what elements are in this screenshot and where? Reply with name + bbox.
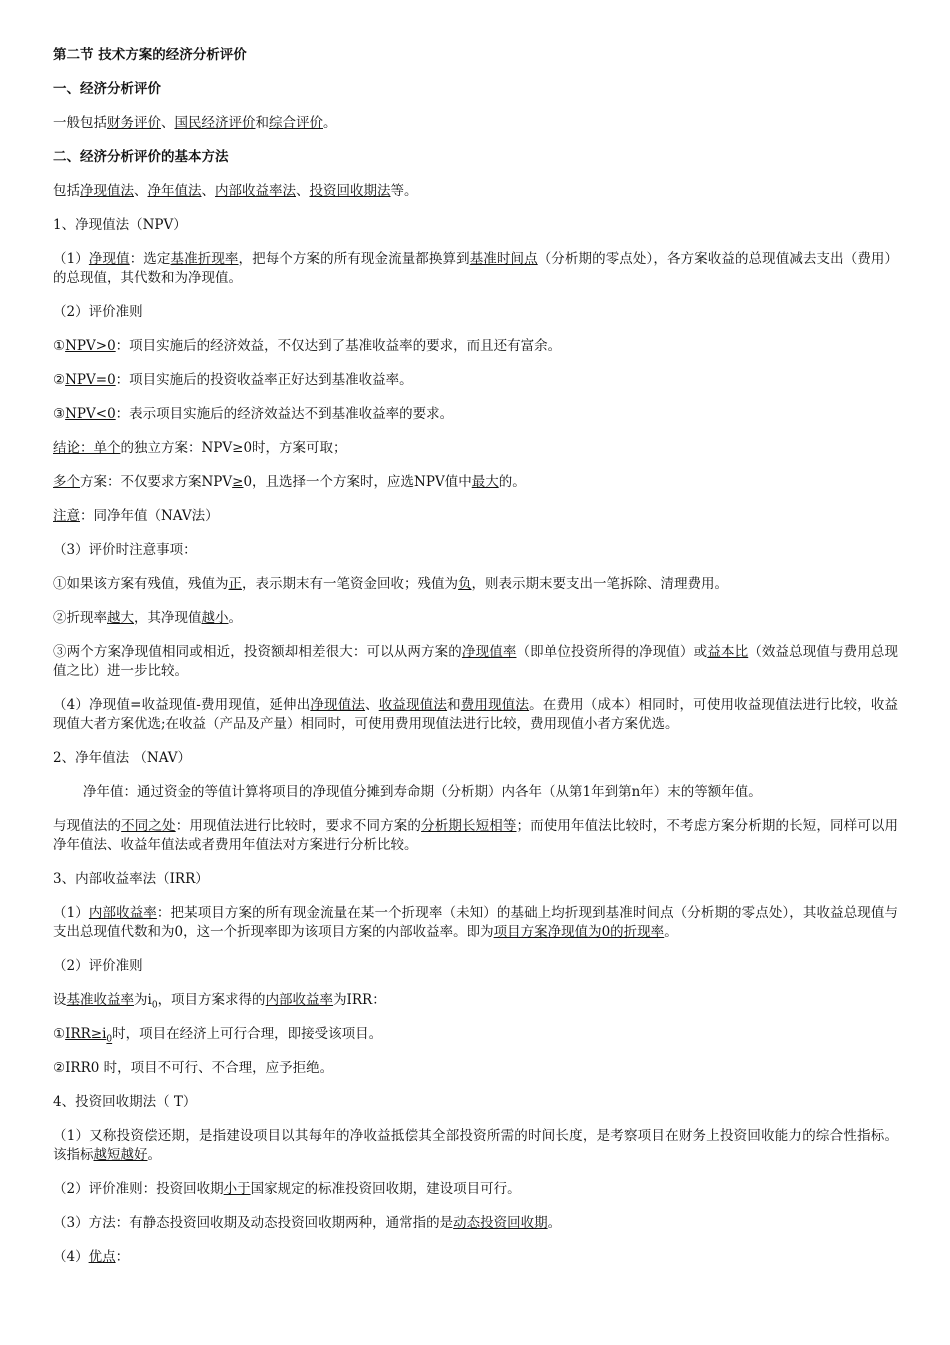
note-residual-value: ①如果该方案有残值，残值为正，表示期末有一笔资金回收；残值为负，则表示期末要支出一笔拆除、清理费用。 (53, 576, 728, 592)
paragraph-payback-advantages: （4）优点： (53, 1249, 130, 1265)
heading-payback: 4、投资回收期法（ T） (53, 1094, 197, 1110)
paragraph-payback-methods: （3）方法：有静态投资回收期及动态投资回收期两种，通常指的是动态投资回收期。 (53, 1215, 562, 1231)
paragraph-payback-definition: （1）又称投资偿还期，是指建设项目以其每年的净收益抵偿其全部投资所需的时间长度，是考察项目在财务上投资回收能力的综合性指标。该指标越短越好。 (53, 1128, 898, 1163)
paragraph-payback-criteria: （2）评价准则：投资回收期小于国家规定的标准投资回收期，建设项目可行。 (53, 1181, 521, 1197)
paragraph-nav-difference: 与现值法的不同之处：用现值法进行比较时，要求不同方案的分析期长短相等；而使用年值法比较时，不考虑方案分析期的长短，同样可以用净年值法、收益年值法或者费用年值法对方案进行分析比较。 (53, 818, 899, 853)
criterion-npv-positive: ①NPV>0：项目实施后的经济效益，不仅达到了基准收益率的要求，而且还有富余。 (53, 338, 562, 354)
heading-basic-methods: 二、经济分析评价的基本方法 (53, 149, 229, 165)
document-page (53, 46, 898, 1282)
paragraph-irr-definition: （1）内部收益率：把某项目方案的所有现金流量在某一个折现率（未知）的基础上均折现到基准时间点（分析期的零点处），其收益总现值与支出总现值代数和为0，这一个折现率即为该项目方案的内部收益率。即为项目方案净现值为0的折现率。 (53, 905, 899, 940)
heading-npv-criteria: （2）评价准则 (53, 304, 143, 320)
paragraph-npv-extension: （4）净现值=收益现值-费用现值，延伸出净现值法、收益现值法和费用现值法。在费用（成本）相同时，可使用收益现值法进行比较，收益现值大者方案优选;在收益（产品及产量）相同时，可使用费用现值法进行比较，费用现值小者方案优选。 (53, 697, 899, 732)
heading-npv-notes: （3）评价时注意事项： (53, 542, 197, 558)
heading-npv: 1、净现值法（NPV） (53, 217, 187, 233)
criterion-npv-negative: ③NPV<0：表示项目实施后的经济效益达不到基准收益率的要求。 (53, 406, 454, 422)
heading-irr: 3、内部收益率法（IRR） (53, 871, 209, 887)
section-title: 第二节 技术方案的经济分析评价 (53, 47, 247, 63)
conclusion-multiple: 多个方案：不仅要求方案NPV≥0，且选择一个方案时，应选NPV值中最大的。 (53, 474, 526, 490)
note-nav: 注意：同净年值（NAV法） (53, 508, 219, 524)
heading-nav: 2、净年值法 （NAV） (53, 750, 192, 766)
conclusion-single: 结论：单个的独立方案：NPV≥0时，方案可取； (53, 440, 347, 456)
heading-irr-criteria: （2）评价准则 (53, 958, 143, 974)
paragraph-evaluation-types: 一般包括财务评价、国民经济评价和综合评价。 (53, 115, 337, 131)
criterion-irr-reject: ②IRR0 时，项目不可行、不合理，应予拒绝。 (53, 1060, 334, 1076)
note-discount-rate: ②折现率越大，其净现值越小。 (53, 610, 242, 626)
paragraph-nav-definition: 净年值：通过资金的等值计算将项目的净现值分摊到寿命期（分析期）内各年（从第1年到第n年）末的等额年值。 (83, 784, 762, 800)
note-similar-npv: ③两个方案净现值相同或相近，投资额却相差很大：可以从两方案的净现值率（即单位投资所得的净现值）或益本比（效益总现值与费用总现值之比）进一步比较。 (53, 644, 899, 679)
criterion-irr-accept: $①IRR\ge i_0$时，项目在经济上可行合理，即接受该项目。 (53, 1026, 383, 1045)
heading-economic-evaluation: 一、经济分析评价 (53, 81, 161, 97)
paragraph-npv-definition: （1）净现值：选定基准折现率，把每个方案的所有现金流量都换算到基准时间点（分析期的零点处），各方案收益的总现值减去支出（费用）的总现值，其代数和为净现值。 (53, 251, 899, 286)
criterion-npv-zero: ②NPV=0：项目实施后的投资收益率正好达到基准收益率。 (53, 372, 413, 388)
paragraph-irr-setup: 设基准收益率为$i_0$，项目方案求得的内部收益率为IRR： (53, 992, 386, 1011)
paragraph-methods-list: 包括净现值法、净年值法、内部收益率法、投资回收期法等。 (53, 183, 418, 199)
